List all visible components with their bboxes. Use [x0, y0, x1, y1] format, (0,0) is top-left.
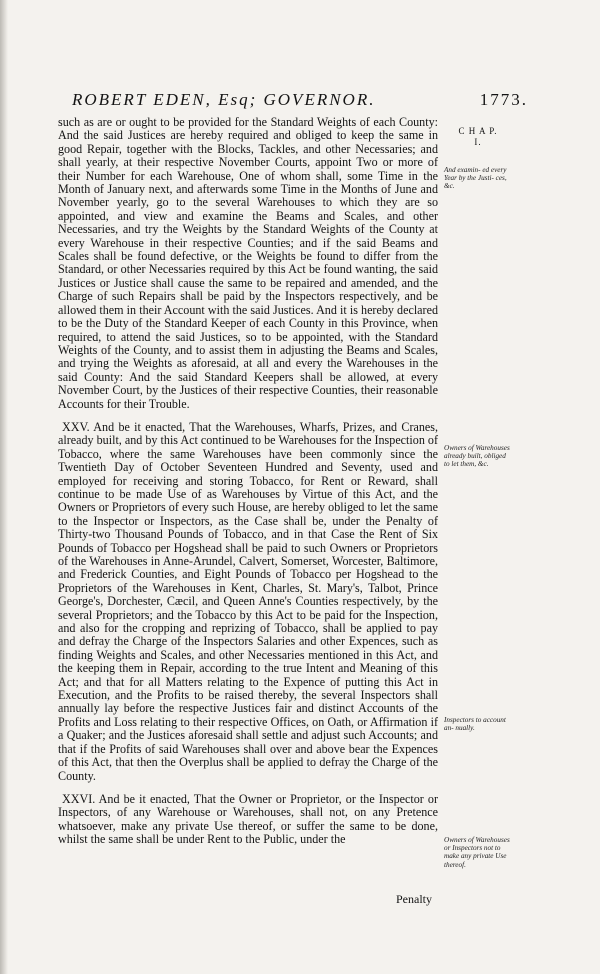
margin-note-private-use: Owners of Warehouses or Inspectors not to make any private Use thereof.	[444, 836, 510, 869]
header-folio: 1773.	[479, 90, 528, 109]
margin-note-examination: And examin- ed every Year by the Justi- ces, &c.	[444, 166, 507, 191]
paragraph-section-26: XXVI. And be it enacted, That the Owner or Proprietor, or the Inspector or Inspectors, of any Warehouse or Warehouses, shall not, on any Pretence whatsoever, make any private Use thereof, or suffer the same to be done, whilst the same shall be under Rent to the Public, under the	[58, 791, 438, 847]
margin-note-inspectors-account: Inspectors to account an- nually.	[444, 716, 506, 733]
catchword: Penalty	[396, 892, 432, 906]
chapter-number: I.	[474, 137, 482, 147]
running-header	[72, 90, 528, 116]
paragraph-continued: such as are or ought to be provided for the Standard Weights of each County: And the said Justices are hereby required and obliged to keep the same in good Repair, together with the Blocks, Tackles, and other Necessaries; and shall yearly, at their respective November Courts, appoint Two or more of their Number for each Warehouse, One of whom shall, some Time in the Month of January next, and afterwards some Time in the Months of June and November yearly, go to the several Warehouses to which they are so appointed, and view and examine the Beams and Scales, and other Necessaries, and try the Weights by the Standard Weights of the County at every Warehouse in their respective Counties; and if the said Beams and Scales shall be found defective, or the Weights be found to differ from the Standard, or other Necessaries required by this Act be found wanting, the said Justices or Justice shall cause the same to be repaired and amended, and the Charge of such Repairs shall be paid by the Inspectors respectively, and be allowed them in their Account with the said Justices. And it is hereby declared to be the Duty of the Standard Keeper of each County in this Province, when required, to attend the said Justices, so to be appointed, with the Standard Weights of the County, and to assist them in adjusting the Beams and Scales, and trying the Weights as aforesaid, at all and every the Warehouses in the said County: And the said Standard Keepers shall be allowed, at every November Court, by the Justices of their respective Counties, their reasonable Accounts for their Trouble.	[58, 115, 438, 411]
chapter-label: C H A P.	[458, 126, 498, 136]
paragraph-section-25: XXV. And be it enacted, That the Warehouses, Wharfs, Prizes, and Cranes, already built, and by this Act continued to be Warehouses for the Inspection of Tobacco, where the same Warehouses have been commonly since the Twentieth Day of October Seventeen Hundred and Seventy, used and employed for receiving and storing Tobacco, for Rent or Reward, shall continue to be made Use of as Warehouses by Virtue of this Act, and the Owners or Proprietors of every such House, are hereby obliged to let the same to the Inspector or Inspectors, as the Case shall be, under the Penalty of Thirty-two Thousand Pounds of Tobacco, and in that Case the Rent of Six Pounds of Tobacco per Hogshead shall be paid to such Owners or Proprietors of the Warehouses in Anne-Arundel, Calvert, Somerset, Worcester, Baltimore, and Frederick Counties, and Eight Pounds of Tobacco per Hogshead to the Proprietors of the Warehouses in Kent, Charles, St. Mary's, Talbot, Prince George's, Dorchester, Cæcil, and Queen Anne's Counties respectively, by the several Proprietors; and the Tobacco by this Act to be paid for the Inspection, and also for the cropping and reprizing of Tobacco, shall be applied to pay and defray the Charge of the Inspectors Salaries and other Expences, such as finding Weights and Scales, and other Necessaries mentioned in this Act, and the keeping them in Repair, according to the true Intent and Meaning of this Act; and that for all Matters relating to the Expence of putting this Act in Execution, and the Profits to be raised thereby, the several Inspectors shall annually lay before the respective Justices fair and distinct Accounts of the Profits and Loss relating to their respective Offices, on Oath, or Affirmation if a Quaker; and the Justices aforesaid shall settle and adjust such Accounts; and that if the Profits of said Warehouses shall over and above bear the Expences of this Act, that then the Overplus shall be applied to defray the Charge of the County.	[58, 419, 438, 783]
body-text	[58, 116, 438, 857]
margin-note-owners-warehouses: Owners of Warehouses already built, obliged to let them, &c.	[444, 444, 510, 469]
header-author: ROBERT EDEN, Esq; GOVERNOR.	[72, 90, 376, 109]
chapter-mark	[448, 126, 508, 148]
